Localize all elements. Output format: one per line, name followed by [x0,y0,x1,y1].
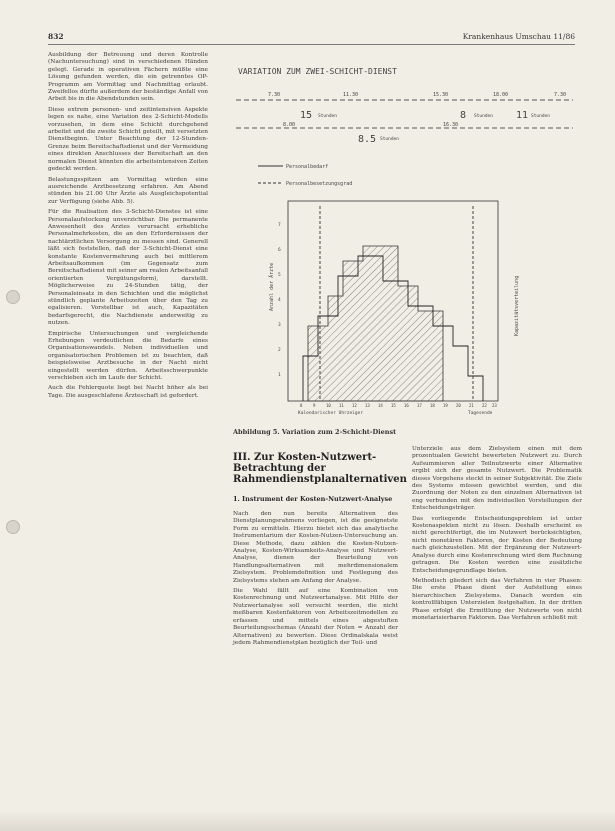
tick-label: 10 [326,403,331,408]
text-column-3 [412,446,582,625]
paragraph: Unterziele aus dem Zielsystem einen mit dem prozentualen Gewicht bewerteten Nutzwert zu. Durch Aufsummieren aller Teilnutzwerte einer Alternative ergibt sich der gesamte Nutzwert. Die Problematik dieses Vorgehens steckt in seiner Subjektivität. Die Ziele des Systems müssen gewichtet werden, und die Zuordnung der Noten zu den einzelnen Alternativen ist eng verbunden mit den individuellen Vorstellungen der Entscheidungsträger. [412,446,582,512]
tick-label: 20 [456,403,461,408]
y-axis-label: Anzahl der Ärzte [269,262,275,311]
hours-label: Stunden [531,114,550,119]
tick-label: 12 [352,403,357,408]
paragraph: Empirische Untersuchungen und vergleichende Erhebungen verdeutlichen die Bedarfe eines Organisationswandels. Neben individuellen und organisatorischen Problemen ist zu beachten, daß beispielsweise Arztbesuche in der Nacht nicht eingestellt werden dürfen. Arbeitsschwerpunkte verschieben sich im Laufe der Schicht. [48,330,208,382]
tick-label: 15 [391,403,396,408]
page-bottom-edge [0,811,615,831]
tick-label: 23 [492,403,497,408]
tick-label: 19 [443,403,448,408]
hours-label: Stunden [474,114,493,119]
paragraph: Für die Realisation des 3-Schicht-Dienstes ist eine Personalaufstockung unverzichtbar. Die permanente Anwesenheit des Arztes verursacht erhebliche Personalmehrkosten, die an den Erfordernissen der nachtärztlichen Versorgung zu messen sind. Generell läßt sich feststellen, daß der 3-Schicht-Dienst eine konstante Kostenvermehrung auch bei mittlerem Arbeitsaufkommen (im Gegensatz zum Bereitschaftsdienst mit seiner am realen Arbeitsanfall orientierten Vergütungsform), darstellt. Möglicherweise zu 24-Stunden tätig, der Personaleinsatz in den Schichten und die möglichst stündlich geplante Arbeitszeiten über den Tag zu egalisieren. Vorstellbar ist auch, Kapazitäten bedarfsgerecht, die Nachdienste anderweitig zu nutzen. [48,209,208,327]
punch-hole-icon [6,290,20,304]
time-label: 15.30 [433,92,449,98]
hours-label: Stunden [318,114,337,119]
time-label: 7.30 [268,92,281,98]
y-axis-label-right: Kapazitätsverteilung [514,275,520,336]
hours-value: 8.5 [358,134,377,145]
tick-label: 8 [300,403,303,408]
paragraph: Das vorliegende Entscheidungsproblem ist unter Kostenaspekten nicht zu lösen. Deshalb erscheint es nicht gerechtfertigt, die im Nutzwert berücksichtigten, nicht monetären Faktoren, der Kosten der Bedeutung nach gleichzustellen. Mit der Ergänzung der Nutzwert-Analyse durch eine Kostenrechnung wird dem Rechnung getragen. Die Kosten werden eine zusätzliche Entscheidungsgrundlage bieten. [412,515,582,574]
tick-label: 2 [278,348,281,353]
tick-label: 13 [365,403,370,408]
time-label: 18.00 [493,92,509,98]
x-ticks [300,403,497,408]
tick-label: 3 [278,323,281,328]
time-label: 16.30 [443,122,459,128]
paragraph: Methodisch gliedert sich das Verfahren in vier Phasen: Die erste Phase dient der Aufstellung eines hierarchischen Zielsystems. Danach werden ein kontrollfähigen Unterzielen festgehalten. In der dritten Phase erfolgt die Ermittlung der Nutzwerte von nicht monetarisierbaren Faktoren. Das Verfahren schließt mit [412,577,582,621]
punch-hole-icon [6,520,20,534]
paragraph: Die Wahl fällt auf eine Kombination von Kostenrechnung und Nutzwertanalyse. Mit Hilfe der Nutzwertanalyse soll versucht werden, die nicht meßbaren Kostenfaktoren von Arbeitszeitmodellen zu erfassen und mittels eines abgestuften Beurteilungsschemas (Anzahl der Noten = Anzahl der Alternativen) zu bewerten. Diese Ordinalskala weist jedem Rahmendienstplan bezüglich der Teil- und [233,588,398,646]
legend-label: Personalbesetzungsgrad [286,181,353,187]
hatched-capacity-area [308,246,443,401]
subsection-title: 1. Instrument der Kosten-Nutzwert-Analyse [233,495,393,503]
hours-value: 8 [460,110,467,121]
tick-label: 4 [278,298,281,303]
tick-label: 16 [404,403,409,408]
figure-title: VARIATION ZUM ZWEI-SCHICHT-DIENST [238,67,397,76]
hours-value: 11 [516,110,529,121]
tick-label: 5 [278,273,281,278]
time-label: 8.00 [283,122,296,128]
paragraph: Nach den nun bereits Alternativen des Dienstplanungsrahmens vorliegen, ist die geeignetste Form zu ermitteln. Hierzu bietet sich das analytische Instrumentarium der Kosten-Nutzen-Untersuchung an. Diese Methode, dazu zählen die Kosten-Nutzen-Analyse, Kosten-Wirksamkeits-Analyse und Nutzwert-Analyse, dienen der Beurteilung von Handlungsalternativen mit mehrdimensionalem Zielsystem. Problemdefinition und Festlegung des Zielsystems stehen am Anfang der Analyse. [233,511,398,584]
paragraph: Ausbildung der Betreuung und deren Kontrolle (Nachuntersuchung) sind in verschiedenen Händen gelegt. Gerade in operativen Fächern müßte eine Lösung gefunden werden, die ein getrenntes OP-Programm am Vormittag und Nachmittag erlaubt. Zweifellos dürfte außerdem der beständige Anfall von Arbeit bis in die Abendstunden sein. [48,52,208,103]
tick-label: 21 [469,403,474,408]
paragraph: Belastungsspitzen am Vormittag würden eine ausreichende Arztbesetzung erfahren. Am Abend stünden bis 21.00 Uhr Ärzte als Ausgleichspotential zur Verfügung (siehe Abb. 5). [48,176,208,205]
tick-label: 17 [417,403,422,408]
time-label: 7.30 [554,92,567,98]
hours-value: 15 [300,110,313,121]
figure-variation-diagram [228,56,578,424]
tick-label: 6 [278,248,281,253]
tick-label: 11 [339,403,344,408]
time-label: 11.30 [343,92,359,98]
x-axis-label: Kalendarischer Uhrzeiger [298,411,364,416]
figure-caption: Abbildung 5. Variation zum 2-Schicht-Dienst [233,428,397,436]
tick-label: 18 [430,403,435,408]
tick-label: 22 [482,403,487,408]
paragraph: Diese extrem personen- und zeitintensiven Aspekte legen es nahe, eine Variation des 2-Schicht-Modells vorzusehen, in dem eine Schicht durchgehend arbeitet und die zweite Schicht geteilt, mit versetzten Dienstbeginn. Unter Beachtung der 12-Stunden-Grenze beim Bereitschaftsdienst und der Vermeidung eines direkten Anschlusses der Bereitschaft an den normalen Dienst könnten die arbeitsintensiven Zeiten gedeckt werden. [48,106,208,173]
paragraph: Auch die Fehlerquote liegt bei Nacht höher als bei Tage. Die ausgeschlafene Ärzteschaft ist gefordert. [48,385,208,399]
header-rule [48,44,575,45]
hours-label: Stunden [380,137,399,142]
page-number: 832 [48,32,64,41]
tick-label: 9 [313,403,316,408]
legend-label: Personalbedarf [286,164,329,170]
tick-label: 7 [278,223,281,228]
text-column-2 [233,446,407,650]
section-title: III. Zur Kosten-Nutzwert-Betrachtung der Rahmendienstplanalternativen [233,452,407,485]
y-ticks [278,222,281,378]
tick-label: 1 [278,373,281,378]
journal-title: Krankenhaus Umschau 11/86 [462,32,575,41]
tick-label: 14 [378,403,383,408]
x-axis-label-right: Tagesende [468,411,493,416]
text-column-1 [48,52,208,403]
